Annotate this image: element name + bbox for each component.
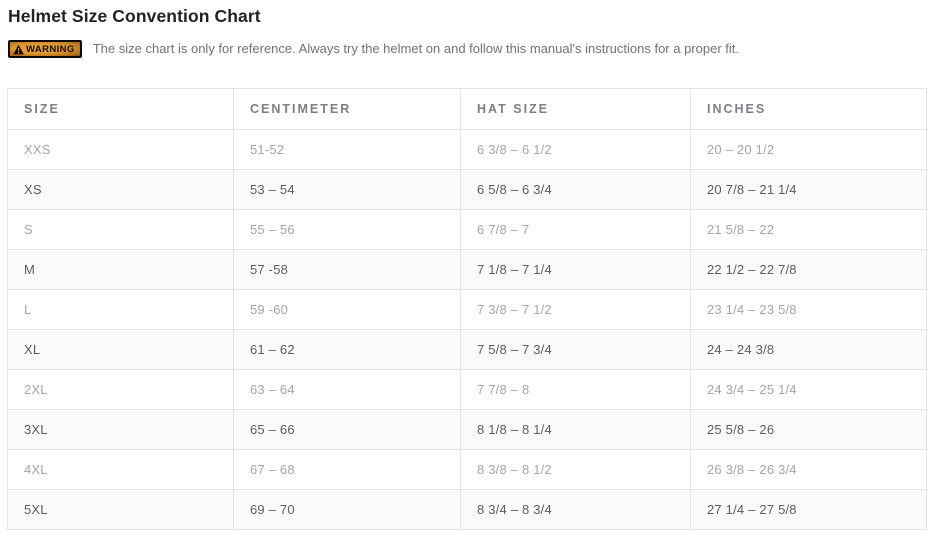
hat-size-cell: 8 3/4 – 8 3/4 [461,490,691,530]
size-table-body [8,130,927,530]
inches-cell: 23 1/4 – 23 5/8 [691,290,927,330]
warning-triangle-icon [13,44,24,55]
table-row [8,450,927,490]
table-row [8,330,927,370]
inches-cell: 20 7/8 – 21 1/4 [691,170,927,210]
centimeter-cell: 67 – 68 [234,450,461,490]
centimeter-cell: 69 – 70 [234,490,461,530]
inches-cell: 22 1/2 – 22 7/8 [691,250,927,290]
inches-cell: 21 5/8 – 22 [691,210,927,250]
warning-text: The size chart is only for reference. Always try the helmet on and follow this manual's instructions for a proper fit. [92,41,739,56]
hat-size-cell: 8 1/8 – 8 1/4 [461,410,691,450]
centimeter-cell: 61 – 62 [234,330,461,370]
size-cell: M [8,250,234,290]
column-header-size: SIZE [8,89,234,130]
warning-row [8,40,927,58]
centimeter-cell: 57 -58 [234,250,461,290]
centimeter-cell: 65 – 66 [234,410,461,450]
column-header-hat-size: HAT SIZE [461,89,691,130]
size-cell: L [8,290,234,330]
hat-size-cell: 7 3/8 – 7 1/2 [461,290,691,330]
table-row [8,170,927,210]
size-cell: 2XL [8,370,234,410]
table-row [8,490,927,530]
centimeter-cell: 51-52 [234,130,461,170]
hat-size-cell: 7 7/8 – 8 [461,370,691,410]
inches-cell: 24 3/4 – 25 1/4 [691,370,927,410]
size-cell: XXS [8,130,234,170]
size-cell: XL [8,330,234,370]
size-cell: 5XL [8,490,234,530]
column-header-centimeter: CENTIMETER [234,89,461,130]
table-row [8,250,927,290]
table-row [8,410,927,450]
table-row [8,210,927,250]
centimeter-cell: 59 -60 [234,290,461,330]
inches-cell: 25 5/8 – 26 [691,410,927,450]
inches-cell: 27 1/4 – 27 5/8 [691,490,927,530]
hat-size-cell: 6 7/8 – 7 [461,210,691,250]
warning-badge-label: WARNING [26,43,75,55]
size-table-header [8,89,927,130]
header-row [8,89,927,130]
centimeter-cell: 55 – 56 [234,210,461,250]
column-header-inches: INCHES [691,89,927,130]
table-row [8,370,927,410]
hat-size-cell: 8 3/8 – 8 1/2 [461,450,691,490]
page-title: Helmet Size Convention Chart [8,6,261,26]
size-cell: XS [8,170,234,210]
size-cell: S [8,210,234,250]
inches-cell: 26 3/8 – 26 3/4 [691,450,927,490]
table-row [8,290,927,330]
centimeter-cell: 63 – 64 [234,370,461,410]
hat-size-cell: 7 5/8 – 7 3/4 [461,330,691,370]
hat-size-cell: 6 3/8 – 6 1/2 [461,130,691,170]
inches-cell: 24 – 24 3/8 [691,330,927,370]
warning-badge [8,40,82,58]
centimeter-cell: 53 – 54 [234,170,461,210]
size-table [7,88,927,530]
size-cell: 3XL [8,410,234,450]
inches-cell: 20 – 20 1/2 [691,130,927,170]
table-row [8,130,927,170]
hat-size-cell: 7 1/8 – 7 1/4 [461,250,691,290]
size-cell: 4XL [8,450,234,490]
hat-size-cell: 6 5/8 – 6 3/4 [461,170,691,210]
